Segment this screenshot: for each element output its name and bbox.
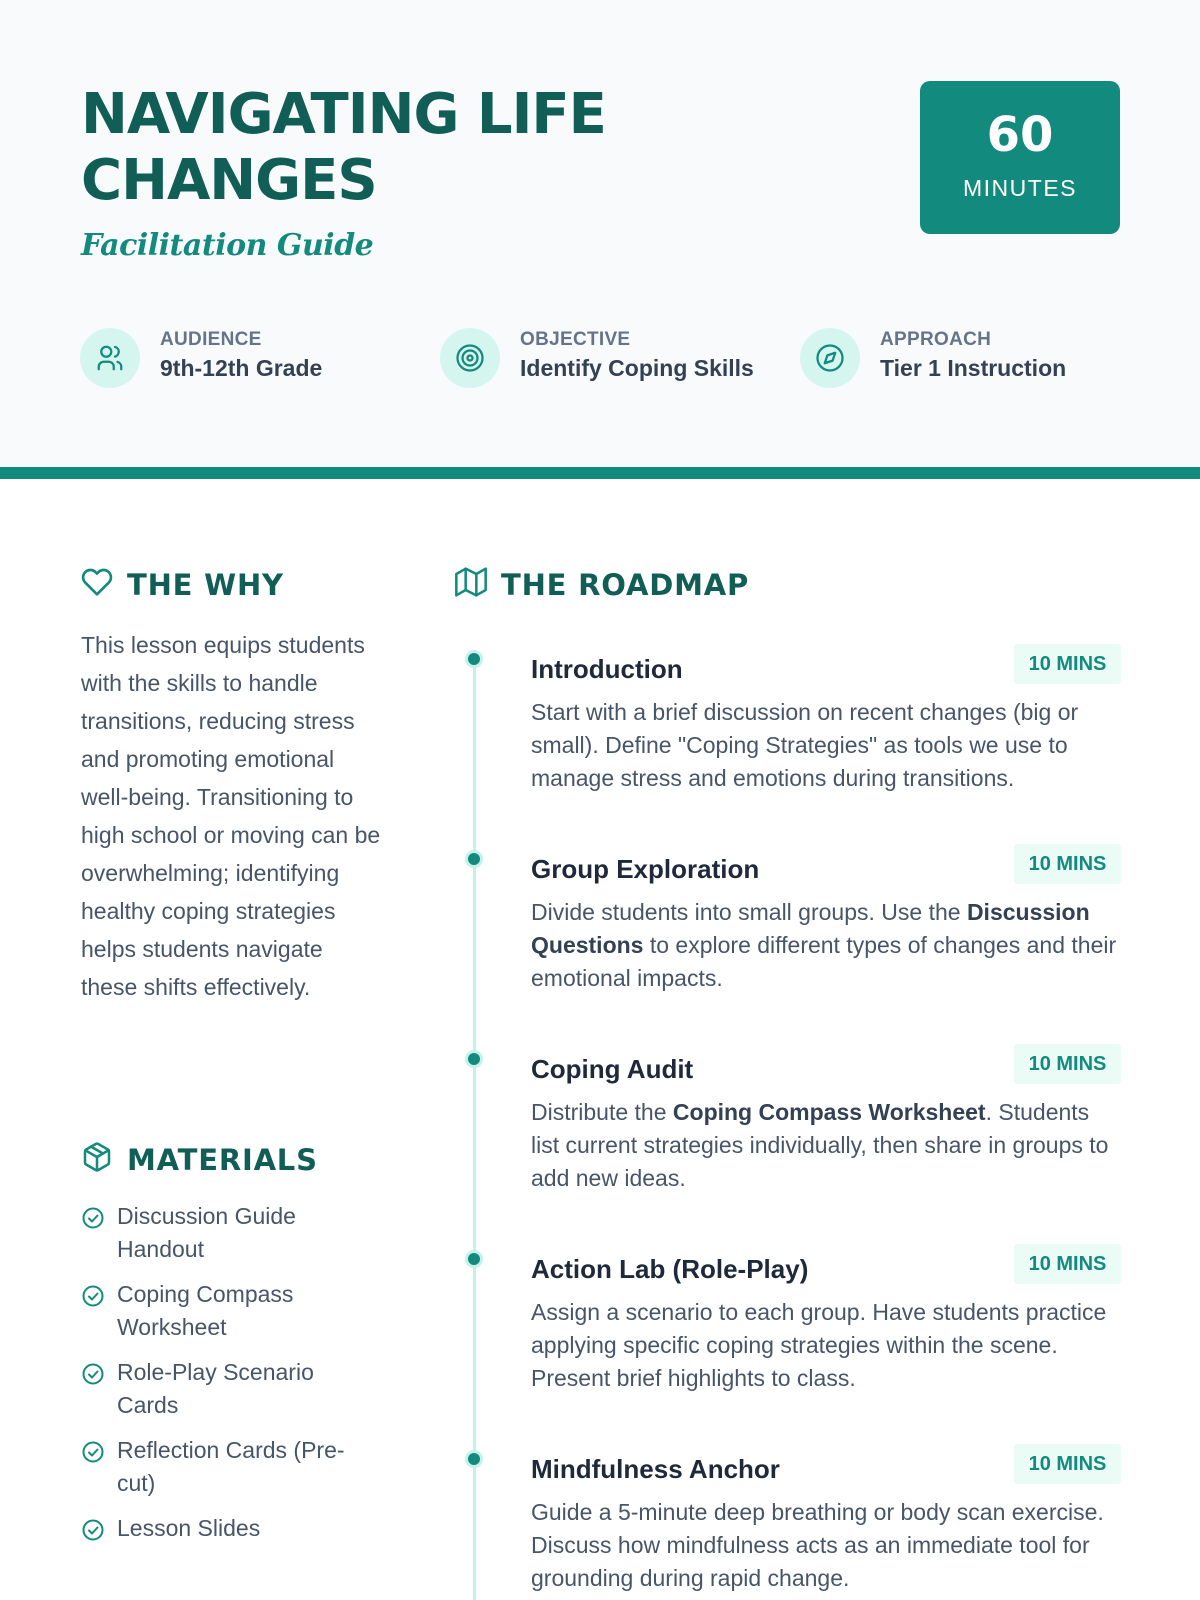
list-item <box>81 1356 381 1422</box>
step-title: Mindfulness Anchor <box>531 1454 780 1484</box>
list-item <box>81 1200 381 1266</box>
material-label: Lesson Slides <box>117 1515 261 1541</box>
list-item <box>81 1434 381 1500</box>
time-badge: 10 MINS <box>1014 1244 1121 1284</box>
step-title: Introduction <box>531 654 683 684</box>
time-badge: 10 MINS <box>1014 644 1121 684</box>
material-label: Coping Compass Worksheet <box>117 1281 294 1340</box>
roadmap-heading <box>455 566 749 603</box>
meta-value: Tier 1 Instruction <box>880 355 1067 381</box>
page-subtitle: Facilitation Guide <box>81 228 374 263</box>
meta-objective <box>440 328 780 388</box>
materials-heading <box>81 1141 318 1178</box>
step-title: Group Exploration <box>531 854 760 884</box>
target-icon <box>440 328 500 388</box>
timeline-dot <box>465 650 483 668</box>
timeline-dot <box>465 850 483 868</box>
material-label: Discussion Guide Handout <box>117 1203 296 1262</box>
meta-value: 9th-12th Grade <box>160 355 323 381</box>
materials-list <box>81 1200 381 1559</box>
why-heading-label: THE WHY <box>127 567 284 602</box>
step-description: Assign a scenario to each group. Have students practice applying specific coping strategies within the scene. Present brief highlights to class. <box>531 1299 1107 1391</box>
timeline-dot <box>465 1050 483 1068</box>
material-label: Reflection Cards (Pre-cut) <box>117 1437 345 1496</box>
check-circle-icon <box>81 1440 105 1469</box>
users-icon <box>80 328 140 388</box>
meta-label: AUDIENCE <box>160 329 262 350</box>
header-divider <box>0 467 1200 479</box>
meta-label: OBJECTIVE <box>520 329 631 350</box>
check-circle-icon <box>81 1206 105 1235</box>
step-description: Distribute the Coping Compass Worksheet. Students list current strategies individually, then share in groups to add new ideas. <box>531 1099 1109 1191</box>
package-icon <box>81 1141 113 1178</box>
heart-icon <box>81 566 113 603</box>
meta-value: Identify Coping Skills <box>520 355 754 381</box>
duration-unit: MINUTES <box>963 175 1077 201</box>
step-title: Action Lab (Role-Play) <box>531 1254 809 1284</box>
time-badge: 10 MINS <box>1014 844 1121 884</box>
timeline-dot <box>465 1450 483 1468</box>
step-description: Divide students into small groups. Use the Discussion Questions to explore different types of changes and their emotional impacts. <box>531 899 1117 991</box>
compass-icon <box>800 328 860 388</box>
step-description: Guide a 5-minute deep breathing or body scan exercise. Discuss how mindfulness acts as an immediate tool for grounding during rapid change. <box>531 1499 1104 1591</box>
time-badge: 10 MINS <box>1014 1044 1121 1084</box>
map-icon <box>455 566 487 603</box>
check-circle-icon <box>81 1362 105 1391</box>
check-circle-icon <box>81 1518 105 1547</box>
duration-box <box>920 81 1120 234</box>
material-label: Role-Play Scenario Cards <box>117 1359 314 1418</box>
step-description: Start with a brief discussion on recent changes (big or small). Define "Coping Strategies" as tools we use to manage stress and emotions during transitions. <box>531 699 1079 791</box>
check-circle-icon <box>81 1284 105 1313</box>
roadmap-heading-label: THE ROADMAP <box>501 567 750 602</box>
page-title: NAVIGATING LIFE CHANGES <box>81 82 606 213</box>
list-item <box>81 1512 381 1547</box>
time-badge: 10 MINS <box>1014 1444 1121 1484</box>
meta-approach <box>800 328 1130 388</box>
why-heading <box>81 566 284 603</box>
meta-audience <box>80 328 410 388</box>
header <box>0 0 1200 467</box>
duration-value: 60 <box>986 107 1054 163</box>
timeline-dot <box>465 1250 483 1268</box>
step-title: Coping Audit <box>531 1054 694 1084</box>
list-item <box>81 1278 381 1344</box>
why-text: This lesson equips students with the skills to handle transitions, reducing stress and promoting emotional well-being. Transitioning to high school or moving can be overwhelming; identifying healthy coping strategies helps students navigate these shifts effectively. <box>81 632 381 1000</box>
materials-heading-label: MATERIALS <box>127 1142 318 1177</box>
meta-label: APPROACH <box>880 329 992 350</box>
